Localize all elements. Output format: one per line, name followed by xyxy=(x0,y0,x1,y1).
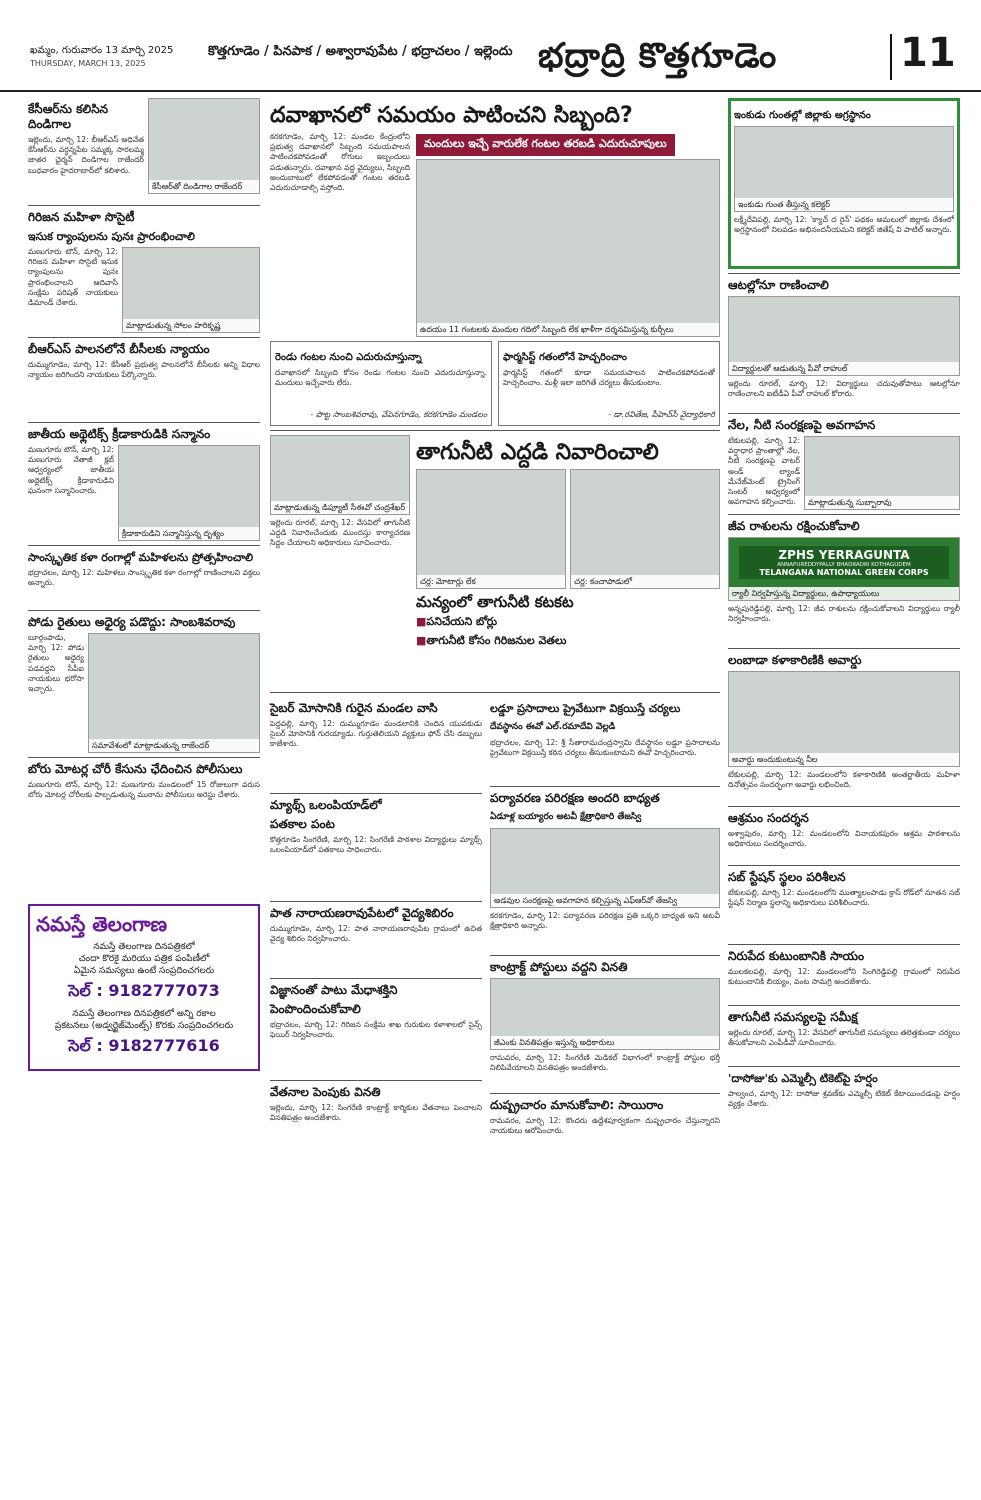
article-body: బూర్గంపాడు, మార్చి 12: పోడు రైతులు అధైర్య పడవద్దని సీపీఐ నాయకులు భరోసా ఇచ్చారు. xyxy=(28,633,84,694)
article-body: ఇల్లెందు రూరల్, మార్చి 12: విద్యార్థులు చదువుతోపాటు ఆటల్లోనూ రాణించాలని ఐటీడీఏ పీవో రాహుల్ కోరారు. xyxy=(728,379,960,399)
article-body: టేకులపల్లి, మార్చి 12: మండలంలోని ముత్యాలంపాడు క్రాస్ రోడ్‌లో నూతన సబ్ స్టేషన్ నిర్మాణ స్థలాన్ని అధికారులు పరిశీలించారు. xyxy=(728,888,960,908)
ad-line: నమస్తే తెలంగాణ దినపత్రికలో xyxy=(93,942,195,952)
headline: ఇంకుడు గుంతల్లో జిల్లాకు అగ్రస్థానం xyxy=(734,110,871,121)
photo-caption: సమావేశంలో మాట్లాడుతున్న రాజేందర్ xyxy=(89,739,259,752)
article-science-fair xyxy=(270,983,482,1076)
article-substation xyxy=(728,870,960,940)
subheadline: ఏడూళ్ల బయ్యారం అటవీ క్షేత్రాధికారి తేజస్వి xyxy=(490,812,642,822)
article-photo xyxy=(416,469,566,589)
article-cyber-fraud xyxy=(270,701,482,789)
article-biodiversity xyxy=(728,519,960,644)
banner-address: ANNAPUREDDYPALLY BHADRADRI KOTHAGUDEM xyxy=(777,562,911,568)
photo-caption: చర్ల: మోటార్లు లేక xyxy=(417,575,565,588)
article-body: టేకులపల్లి, మార్చి 12: వర్షాధార ప్రాంతాల్లో నేల, నీటి సంరక్షణపై వాటర్ అండ్ ల్యాండ్ మేనేజ్‌మెంట్ ట్రైనింగ్ సెంటర్ అధ్వర్యంలో అవగాహన కల్పించారు. xyxy=(728,436,800,507)
article-photo xyxy=(122,247,260,333)
box-quote: - డా.రవితేజ, పీహెచ్‌సీ వైద్యాధికారి xyxy=(608,410,715,419)
article-body: భద్రాచలం, మార్చి 12: మహిళలు సాంస్కృతిక కళా రంగాల్లో రాణించాలని వక్తలు అన్నారు. xyxy=(28,568,260,588)
page-number: 11 xyxy=(900,30,956,76)
photo-caption: ర్యాలీ నిర్వహిస్తున్న విద్యార్థులు, ఉపాధ్యాయులు xyxy=(729,587,959,600)
ad-line: ఏమైన సమస్యలు ఉంటే సంప్రదించగలరు xyxy=(73,966,215,976)
headline: పోడు రైతులు అధైర్య పడొద్దు: సాంబశివరావు xyxy=(28,615,236,629)
headline: సాంస్కృతిక కళా రంగాల్లో మహిళలను ప్రోత్సహించాలి xyxy=(28,551,254,564)
edition-places: కొత్తగూడెం / పినపాక / అశ్వారావుపేట / భద్రాచలం / ఇల్లెందు xyxy=(208,44,513,59)
lead-story xyxy=(270,102,720,426)
divider xyxy=(270,1080,482,1081)
headline: కేసీఆర్‌ను కలిసిన దిండిగాల xyxy=(28,102,109,131)
photo-caption: మాట్లాడుతున్న సోలం హరికృష్ణ xyxy=(123,319,259,332)
ad-phone: సెల్ : 9182777616 xyxy=(68,1036,220,1055)
divider xyxy=(728,273,960,274)
subheadline: మన్యంలో తాగునీటి కటకట xyxy=(416,593,574,611)
article-body: టేకులపల్లి, మార్చి 12: మండలంలోని కళాకారిణికి అంతర్జాతీయ మహిళా దినోత్సవం సందర్భంగా అవార్డు లభించింది. xyxy=(728,770,960,790)
article-photo xyxy=(148,98,260,194)
divider xyxy=(728,806,960,807)
article-bore-motor-theft xyxy=(28,762,260,898)
article-family-aid xyxy=(728,949,960,1001)
divider xyxy=(270,901,482,902)
article-soil-water xyxy=(728,418,960,510)
box-headline: రెండు గంటల నుంచి ఎదురుచూస్తున్నా xyxy=(275,352,422,363)
article-water-review xyxy=(728,1010,960,1062)
headline: జీవ రాశులను రక్షించుకోవాలి xyxy=(728,519,860,533)
photo-caption: కేసీఆర్‌తో దిండిగాల రాజేందర్ xyxy=(149,180,259,193)
article-body: ఇల్లెందు, మార్చి 12: బీఆర్ఎస్ అధినేత కేసీఆర్‌ను వర్ధన్నపేట సమ్మక్క సారలమ్మ జాతర ఛైర్మన్ దిండిగాల రాజేందర్ బుధవారం హైదరాబాద్‌లో కలిశారు. xyxy=(28,135,144,175)
headline: కాంట్రాక్ట్ పోస్టులు వద్దని వినతి xyxy=(490,960,628,974)
article-mlc-ticket xyxy=(728,1071,960,1123)
ad-brand: నమస్తే తెలంగాణ xyxy=(36,912,168,936)
article-body: ములకలపల్లి, మార్చి 12: మండలంలోని సింగిరెడ్డిపల్లి గ్రామంలో నిరుపేద కుటుంబానికి బియ్యం, వంట సామగ్రి అందజేశారు. xyxy=(728,967,960,987)
divider xyxy=(728,1066,960,1067)
dateline: ఖమ్మం, గురువారం 13 మార్చి 2025 THURSDAY, MARCH 13, 2025 xyxy=(30,45,174,68)
masthead-divider xyxy=(890,34,892,80)
headline: తాగునీటి ఎద్దడి నివారించాలి xyxy=(416,440,659,465)
article-wage-hike xyxy=(270,1085,482,1141)
divider xyxy=(270,692,720,693)
article-body: రామవరం, మార్చి 12: కొందరు ఉద్దేశపూర్వకంగా దుష్ప్రచారం చేస్తున్నారని నాయకులు ఆరోపించారు. xyxy=(490,1116,720,1136)
ad-line: చందా కొరకై మరియు పత్రిక పంపిణీలో xyxy=(78,954,210,964)
edition-title: భద్రాద్రి కొత్తగూడెం xyxy=(538,36,778,76)
article-body: కరకగూడెం, మార్చి 12: మండల కేంద్రంలోని ప్రభుత్వ దవాఖానలో సిబ్బంది సమయపాలన పాటించకపోవడంతో రోగులు ఇబ్బందులు పడుతున్నారు. దవాఖాన వద్ద వైద్యులు, సిబ్బంది అందుబాటులో లేకపోవడంతో గంటల తరబడి ఎదురుచూడాల్సి వస్తోంది. xyxy=(270,132,410,193)
headline: సబ్ స్టేషన్ స్థలం పరిశీలన xyxy=(728,870,846,884)
article-brs-bc xyxy=(28,342,260,418)
photo-caption: అడవుల సంరక్షణపై అవగాహన కల్పిస్తున్న ఎఫ్ఆర్‌వో తేజస్వి xyxy=(491,894,719,907)
headline: లంబాడా కళాకారిణికి అవార్డు xyxy=(728,653,862,667)
article-photo xyxy=(88,633,260,753)
headline: ఆశ్రమం సందర్శన xyxy=(728,811,809,825)
article-body: లక్ష్మీదేవిపల్లి, మార్చి 12: 'క్యాచ్ ద రైన్' పథకం అమలులో జిల్లాకు దేశంలో అగ్రస్థానంలో నిలవడం అభినందనీయమని కలెక్టర్ జితేష్ వి పాటిల్ అన్నారు. xyxy=(734,215,954,235)
article-photo xyxy=(728,671,960,767)
divider xyxy=(728,865,960,866)
divider xyxy=(28,545,260,546)
dateline-en: THURSDAY, MARCH 13, 2025 xyxy=(30,59,146,68)
article-body: ఇల్లెందు రూరల్, మార్చి 12: వేసవిలో తాగునీటి సమస్యలు తలెత్తకుండా చర్యలు తీసుకోవాలని ఎంపీడీవో సూచించారు. xyxy=(728,1028,960,1048)
divider xyxy=(490,1093,720,1094)
lead-photo xyxy=(416,159,720,337)
article-body: కరకగూడెం, మార్చి 12: పర్యావరణ పరిరక్షణ ప్రతి ఒక్కరి బాధ్యత అని అటవీ క్షేత్రాధికారి అన్నారు. xyxy=(490,911,720,931)
headline: మ్యాథ్స్ ఒలంపియాడ్‌లో xyxy=(270,798,382,812)
article-body: కొత్తగూడెం సింగరేణి, మార్చి 12: సింగరేణి పాఠశాల విద్యార్థులు మ్యాథ్స్ ఒలంపియాడ్‌లో పతకాలు సాధించారు. xyxy=(270,835,482,855)
lead-strap: మందులు ఇచ్చే వారులేక గంటల తరబడి ఎదురుచూపులు xyxy=(416,134,675,156)
photo-caption: మాట్లాడుతున్న సుబ్బారావు xyxy=(805,496,959,509)
headline: గిరిజన మహిళా సొసైటీ xyxy=(28,210,135,224)
article-kcr-meet xyxy=(28,98,260,201)
photo-caption: చర్ల: కంచాపాడులో xyxy=(571,575,719,588)
headline: వేతనాల పెంపుకు వినతి xyxy=(270,1085,381,1099)
article-body: దుమ్ముగూడెం, మార్చి 12: కేసీఆర్ ప్రభుత్వ పాలనలోనే బీసీలకు అన్ని విధాల న్యాయం జరిగిందని నాయకులు పేర్కొన్నారు. xyxy=(28,360,260,380)
divider xyxy=(728,944,960,945)
divider xyxy=(270,978,482,979)
article-sports xyxy=(728,278,960,409)
rally-banner xyxy=(739,546,949,579)
article-temple-laddu xyxy=(490,701,720,782)
divider xyxy=(490,955,720,956)
article-body: మణుగూరు టౌన్, మార్చి 12: మణుగూరు నేతాజీ క్లబ్ ఆధ్వర్యంలో జాతీయ అథ్లెటిక్స్ క్రీడాకారుడిని ఘనంగా సన్మానించారు. xyxy=(28,445,114,495)
divider xyxy=(28,422,260,423)
article-ashram-visit xyxy=(728,811,960,861)
headline-line2: పతకాల పంట xyxy=(270,817,335,831)
bullet-point: ■ తాగునీటి కోసం గిరిజనుల వెతలు xyxy=(416,634,720,650)
banner-school: ZPHS YERRAGUNTA xyxy=(778,548,910,562)
headline: దుష్ప్రచారం మానుకోవాలి: సాయిరాం xyxy=(490,1098,664,1112)
article-contract-posts xyxy=(490,960,720,1089)
advertisement xyxy=(28,904,260,1071)
article-photo xyxy=(118,445,260,541)
divider xyxy=(28,757,260,758)
article-body: ఇల్లెందు రూరల్, మార్చి 12: వేసవిలో తాగునీటి ఎద్దడి నివారించేందుకు ముందస్తు కార్యాచరణ సిద్ధం చేయాలని అధికారులు సూచించారు. xyxy=(270,518,410,548)
article-recharge-pits xyxy=(728,98,960,269)
headline: లడ్డూ ప్రసాదాలు ప్రైవేటుగా విక్రయిస్తే చర్యలు xyxy=(490,702,681,715)
headline: పర్యావరణ పరిరక్షణ అందరి బాధ్యత xyxy=(490,791,660,805)
headline: నేల, నీటి సంరక్షణపై అవగాహన xyxy=(728,418,876,432)
box-quote: - పొట్ట సాంబశివరావు, వేపెనగూడెం, కరకగూడెం మండలం xyxy=(310,410,487,419)
masthead xyxy=(0,0,981,92)
photo-caption: మాట్లాడుతున్న డిప్యూటీ సీఈవో చంద్రశేఖర్ xyxy=(271,501,409,514)
headline: ఆటల్లోనూ రాణించాలి xyxy=(728,278,829,292)
banner-program: TELANGANA NATIONAL GREEN CORPS xyxy=(759,568,929,577)
article-body: పెద్దవల్లి, మార్చి 12: దుమ్ముగూడెం మండలానికి చెందిన యువకుడు సైబర్ మోసానికి గురయ్యాడు. గుర్తుతెలియని వ్యక్తులు ఫోన్ చేసి డబ్బులు కాజేశారు. xyxy=(270,719,482,749)
article-photo xyxy=(728,537,960,601)
box-body: దవాఖానలో సిబ్బంది కోసం రెండు గంటల నుంచి ఎదురుచూస్తున్నా. మందులు ఇచ్చేవారు లేరు. xyxy=(275,368,487,388)
headline: పాత నారాయణరావుపేటలో వైద్యశిబిరం xyxy=(270,906,454,920)
article-body: ఇల్లెందు, మార్చి 12: సింగరేణి కాంట్రాక్ట్ కార్మికుల వేతనాలు పెంచాలని వినతిపత్రం అందజేశారు. xyxy=(270,1103,482,1123)
subheadline: ఇసుక ర్యాంపులను పునః ప్రారంభించాలి xyxy=(28,230,195,243)
divider xyxy=(270,793,482,794)
article-athlete-felicitation xyxy=(28,427,260,541)
subheadline: దేవస్థానం ఈవో ఎల్.రమాదేవి వెల్లడి xyxy=(490,722,616,732)
article-photo xyxy=(490,828,720,908)
photo-caption: ఉదయం 11 గంటలకు మందుల గదిలో సిబ్బంది లేక ఖాళీగా దర్శనమిస్తున్న కుర్చీలు xyxy=(417,323,719,336)
divider xyxy=(728,514,960,515)
article-body: మణుగూరు టౌన్, మార్చి 12: గిరిజన మహిళా సొసైటీ ఇసుక ర్యాంపులను పునః ప్రారంభించాలని ఆదివాసీ సంక్షేమ పరిషత్ నాయకులు డిమాండ్ చేశారు. xyxy=(28,247,118,308)
divider xyxy=(28,205,260,206)
article-environment xyxy=(490,791,720,951)
article-sand-ramps xyxy=(28,210,260,333)
article-body: దుమ్ముగూడెం, మార్చి 12: పాత నారాయణరావుపేట గ్రామంలో ఉచిత వైద్య శిబిరం నిర్వహించారు. xyxy=(270,924,482,944)
headline-line2: పెంపొందించుకోవాలి xyxy=(270,1002,361,1016)
article-propaganda xyxy=(490,1098,720,1152)
article-photo xyxy=(728,296,960,376)
article-body: మణుగూరు టౌన్, మార్చి 12: మణుగూరు మండలంలో 15 రోజులుగా వరుస బోరు మోటర్ల చోరీలకు పాల్పడుతున్న ముఠాను పోలీసులు అరెస్టు చేశారు. xyxy=(28,780,260,800)
quote-box xyxy=(270,341,492,426)
photo-caption: జీఎంకు వినతిపత్రం ఇస్తున్న అధికారులు xyxy=(491,1036,719,1049)
article-photo xyxy=(570,469,720,589)
article-women-arts xyxy=(28,550,260,606)
article-body: అన్నపురెడ్డిపల్లి, మార్చి 12: జీవ రాశులను రక్షించుకోవాలని విద్యార్థులు ర్యాలీ నిర్వహించారు. xyxy=(728,604,960,624)
headline: నిరుపేద కుటుంబానికి సాయం xyxy=(728,949,865,963)
article-water-scarcity xyxy=(270,435,720,688)
article-photo xyxy=(490,978,720,1050)
headline: విజ్ఞానంతో పాటు మేధాశక్తిని xyxy=(270,983,398,997)
headline: బోరు మోటర్ల చోరీ కేసును ఛేదించిన పోలీసులు xyxy=(28,762,243,776)
article-award xyxy=(728,653,960,802)
article-body: భద్రాచలం, మార్చి 12: శ్రీ సీతారామచంద్రస్వామి దేవస్థానం లడ్డూ ప్రసాదాలను ప్రైవేటుగా విక్రయిస్తే కఠిన చర్యలు తీసుకుంటామని ఈవో హెచ్చరించారు. xyxy=(490,738,720,758)
box-headline: ఫార్మసిస్ట్ గతంలోనే హెచ్చరించాం xyxy=(503,352,627,363)
quote-box xyxy=(498,341,720,426)
headline: సైబర్ మోసానికి గురైన మండల వాసి xyxy=(270,701,438,715)
column-right xyxy=(728,98,960,1123)
article-body: అశ్వాపురం, మార్చి 12: మండలంలోని వినాయకపురం ఆశ్రమ పాఠశాలను అధికారులు సందర్శించారు. xyxy=(728,829,960,849)
headline: 'దాసోజు'కు ఎమ్మెల్సీ టికెట్‌పై హర్షం xyxy=(728,1072,878,1085)
article-medical-camp xyxy=(270,906,482,974)
photo-caption: ఇంకుడు గుంత తీస్తున్న కలెక్టర్ xyxy=(735,198,953,211)
column-left xyxy=(28,98,260,1071)
ad-line: ప్రకటనలు (అడ్వర్టైజ్‌మెంట్స్) కొరకు సంప్రదించగలరు xyxy=(54,1021,234,1031)
article-photo xyxy=(804,436,960,510)
divider xyxy=(28,337,260,338)
headline: బీఆర్ఎస్ పాలనలోనే బీసీలకు న్యాయం xyxy=(28,342,210,356)
photo-caption: విద్యార్థులతో ఆడుతున్న పీవో రాహుల్ xyxy=(729,362,959,375)
article-body: భద్రాచలం, మార్చి 12: గిరిజన సంక్షేమ శాఖ గురుకుల కళాశాలలో సైన్స్ ఫెయిర్ నిర్వహించారు. xyxy=(270,1020,482,1040)
article-photo xyxy=(270,435,410,515)
article-maths-olympiad xyxy=(270,798,482,897)
divider xyxy=(728,413,960,414)
photo-caption: క్రీడాకారుడిని సన్మానిస్తున్న దృశ్యం xyxy=(119,527,259,540)
column-center xyxy=(270,98,720,1152)
ad-line: నమస్తే తెలంగాణ దినపత్రికలో అన్ని రకాల xyxy=(72,1009,216,1019)
box-body: ఫార్మసిస్ట్ గతంలో కూడా సమయపాలన పాటించకపోవడంతో హెచ్చరించాం. మళ్లీ ఇలా జరిగితే చర్యలు తీసుకుంటాం. xyxy=(503,368,715,388)
article-body: రామవరం, మార్చి 12: సింగరేణి మెడికల్ విభాగంలో కాంట్రాక్ట్ పోస్టుల భర్తీ నిలిపివేయాలని వినతిపత్రం అందజేశారు. xyxy=(490,1053,720,1073)
bullet-point: ■ పనిచేయని బోర్లు xyxy=(416,615,720,631)
divider xyxy=(728,648,960,649)
ad-phone: సెల్ : 9182777073 xyxy=(68,981,220,1000)
divider xyxy=(28,610,260,611)
divider xyxy=(270,430,720,431)
photo-caption: అవార్డు అందుకుంటున్న నీల xyxy=(729,753,959,766)
headline: తాగునీటి సమస్యలపై సమీక్ష xyxy=(728,1010,858,1024)
divider xyxy=(728,1005,960,1006)
divider xyxy=(490,786,720,787)
article-body: పాల్వంచ, మార్చి 12: దాసోజు శ్రవణ్‌కు ఎమ్మెల్సీ టికెట్ కేటాయించడంపై హర్షం వ్యక్తం చేశారు. xyxy=(728,1089,960,1109)
headline: జాతీయ అథ్లెటిక్స్ క్రీడాకారుడికి సన్మానం xyxy=(28,427,211,441)
article-photo xyxy=(734,126,954,212)
article-podu-farmers xyxy=(28,615,260,753)
lead-headline: దవాఖానలో సమయం పాటించని సిబ్బంది? xyxy=(270,103,633,128)
